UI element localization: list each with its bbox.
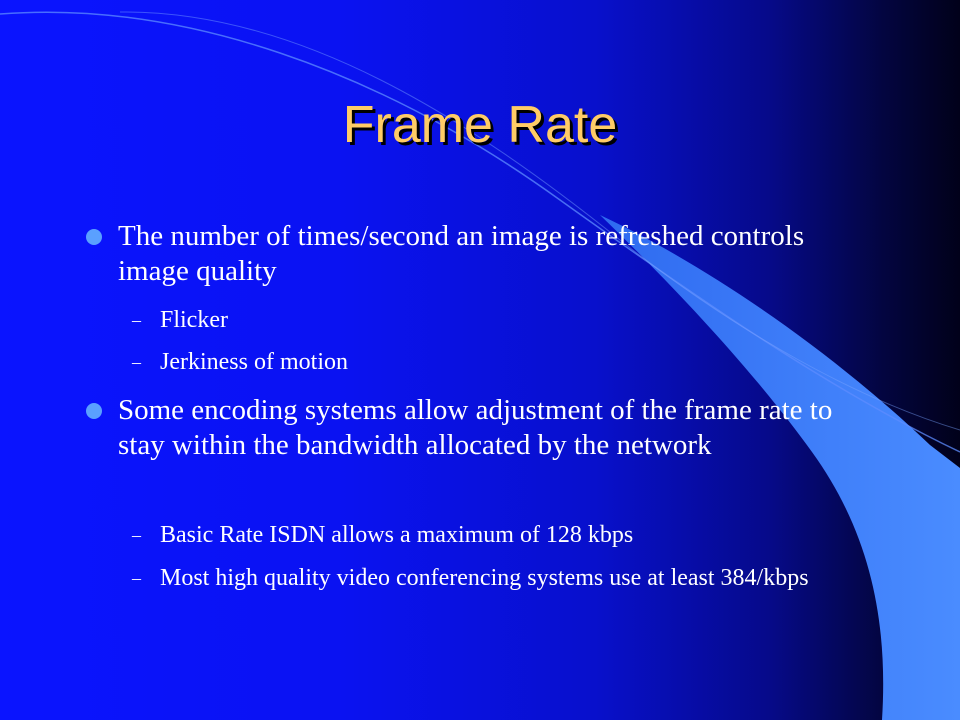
sub-bullet-dash: – [132,352,141,372]
sub-bullet-dash: – [132,310,141,330]
sub-bullet-text: Flicker [160,307,228,333]
sub-bullet-text: Jerkiness of motion [160,349,348,375]
sub-bullet-text: Most high quality video conferencing systems use at least 384/kbps [160,565,809,591]
slide-title: Frame Rate [342,96,618,154]
bullet-text: Some encoding systems allow adjustment of the frame rate to stay within the bandwidth allocated by the network [118,394,833,461]
sub-bullet-text: Basic Rate ISDN allows a maximum of 128 kbps [160,522,634,548]
bullet-dot [86,403,102,419]
bullet-text: The number of times/second an image is refreshed controls image quality [118,220,805,287]
swoosh-band [600,215,960,720]
sub-bullet-dash: – [132,568,141,588]
sub-bullet-dash: – [132,525,141,545]
bullet-dot [86,229,102,245]
